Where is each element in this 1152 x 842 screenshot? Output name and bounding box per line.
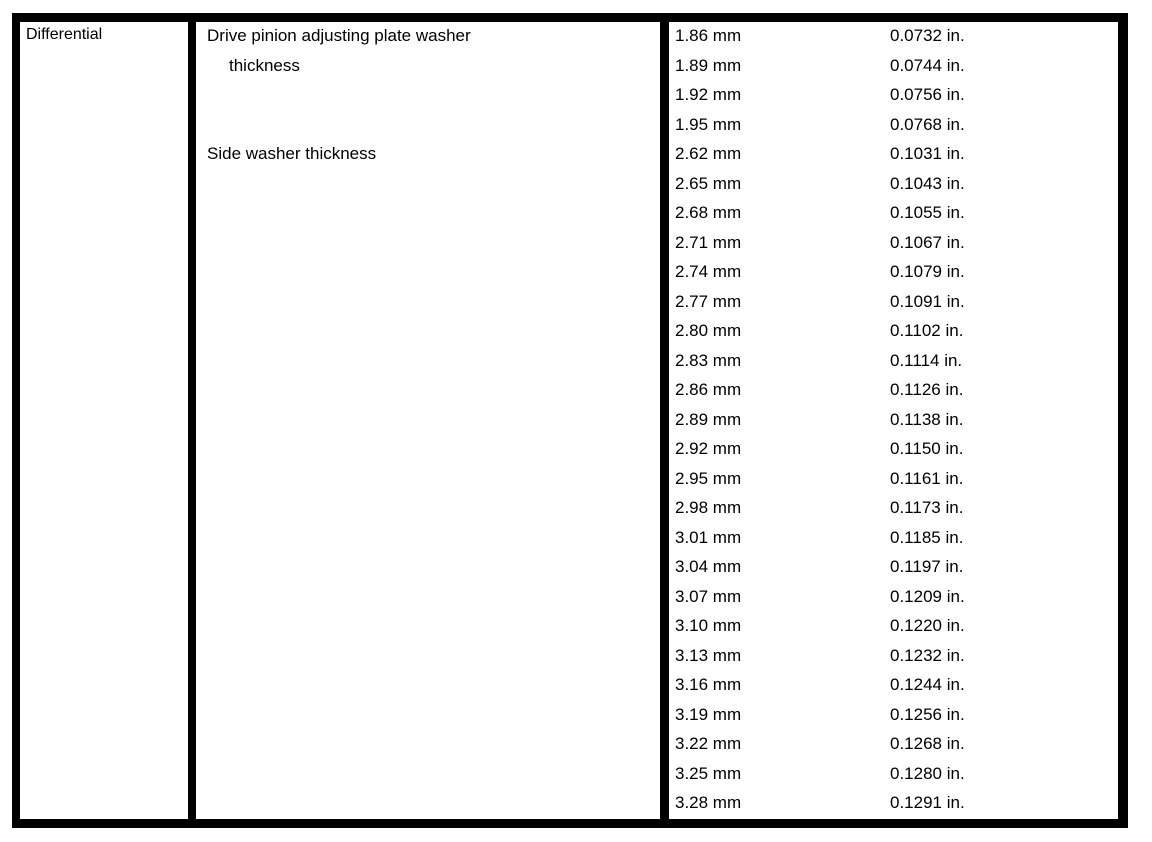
value-mm: 2.89 mm [675, 409, 742, 429]
value-mm: 2.80 mm [675, 321, 742, 340]
item-description: Drive pinion adjusting plate washer [207, 26, 471, 45]
value-in: 0.0768 in. [890, 114, 965, 134]
table-row [669, 85, 1118, 115]
value-in: 0.1079 in. [890, 262, 965, 281]
table-row [669, 793, 1118, 823]
value-in: 0.1256 in. [890, 704, 965, 724]
value-in: 0.1173 in. [890, 498, 964, 517]
table-row [669, 498, 1118, 528]
value-in: 0.1232 in. [890, 645, 965, 665]
column-divider [188, 22, 196, 819]
value-mm: 3.01 mm [675, 527, 742, 547]
value-in: 0.1043 in. [890, 173, 965, 193]
value-mm: 3.25 mm [675, 763, 742, 783]
value-mm: 3.10 mm [675, 616, 742, 635]
value-in: 0.1102 in. [890, 321, 964, 340]
column-divider [660, 22, 669, 819]
table-row [669, 144, 1118, 174]
value-in: 0.1055 in. [890, 203, 965, 222]
value-mm: 2.74 mm [675, 262, 742, 281]
table-row [669, 557, 1118, 587]
table-row [669, 351, 1118, 381]
value-mm: 1.92 mm [675, 85, 742, 104]
value-mm: 1.95 mm [675, 114, 742, 134]
value-mm: 3.16 mm [675, 675, 742, 694]
values-column [669, 26, 1118, 823]
value-mm: 3.22 mm [675, 734, 742, 753]
table-row [669, 174, 1118, 204]
value-mm: 3.07 mm [675, 586, 742, 606]
table-row [669, 262, 1118, 292]
value-mm: 3.28 mm [675, 793, 742, 812]
table-row [669, 115, 1118, 145]
value-in: 0.1209 in. [890, 586, 965, 606]
value-in: 0.1185 in. [890, 527, 964, 547]
table-row [669, 646, 1118, 676]
value-in: 0.1268 in. [890, 734, 965, 753]
table-row [669, 734, 1118, 764]
value-in: 0.1244 in. [890, 675, 965, 694]
value-mm: 2.98 mm [675, 498, 742, 517]
value-in: 0.1150 in. [890, 439, 964, 458]
value-mm: 2.65 mm [675, 173, 742, 193]
value-mm: 2.62 mm [675, 144, 742, 163]
value-in: 0.1067 in. [890, 232, 965, 252]
value-in: 0.1280 in. [890, 763, 965, 783]
table-row [669, 439, 1118, 469]
table-row [669, 587, 1118, 617]
value-in: 0.1031 in. [890, 144, 965, 163]
value-in: 0.0732 in. [890, 26, 965, 45]
spec-table [12, 13, 1128, 828]
value-mm: 2.68 mm [675, 203, 742, 222]
table-row [669, 203, 1118, 233]
table-row [669, 675, 1118, 705]
value-in: 0.1161 in. [890, 468, 964, 488]
table-row [669, 292, 1118, 322]
value-in: 0.1114 in. [890, 350, 963, 370]
value-in: 0.1291 in. [890, 793, 965, 812]
table-row [669, 764, 1118, 794]
value-mm: 2.71 mm [675, 232, 742, 252]
value-mm: 1.86 mm [675, 26, 742, 45]
value-mm: 2.92 mm [675, 439, 742, 458]
table-row [669, 56, 1118, 86]
table-row [669, 410, 1118, 440]
value-in: 0.1091 in. [890, 291, 965, 311]
item-description-continued: thickness [229, 56, 300, 75]
value-in: 0.1220 in. [890, 616, 965, 635]
table-row [669, 321, 1118, 351]
table-row [669, 380, 1118, 410]
value-mm: 2.86 mm [675, 380, 742, 399]
item-description: Side washer thickness [207, 144, 377, 163]
value-in: 0.1197 in. [890, 557, 964, 576]
table-row [669, 233, 1118, 263]
value-mm: 3.13 mm [675, 645, 742, 665]
table-row [669, 705, 1118, 735]
value-in: 0.0744 in. [890, 55, 965, 75]
value-mm: 1.89 mm [675, 55, 742, 75]
value-mm: 2.77 mm [675, 291, 742, 311]
value-mm: 2.83 mm [675, 350, 742, 370]
value-in: 0.0756 in. [890, 85, 965, 104]
value-in: 0.1138 in. [890, 409, 964, 429]
value-in: 0.1126 in. [890, 380, 964, 399]
table-row [669, 26, 1118, 56]
value-mm: 3.19 mm [675, 704, 742, 724]
table-row [669, 616, 1118, 646]
table-row [669, 469, 1118, 499]
value-mm: 2.95 mm [675, 468, 742, 488]
value-mm: 3.04 mm [675, 557, 742, 576]
category-cell: Differential [26, 26, 103, 43]
table-row [669, 528, 1118, 558]
